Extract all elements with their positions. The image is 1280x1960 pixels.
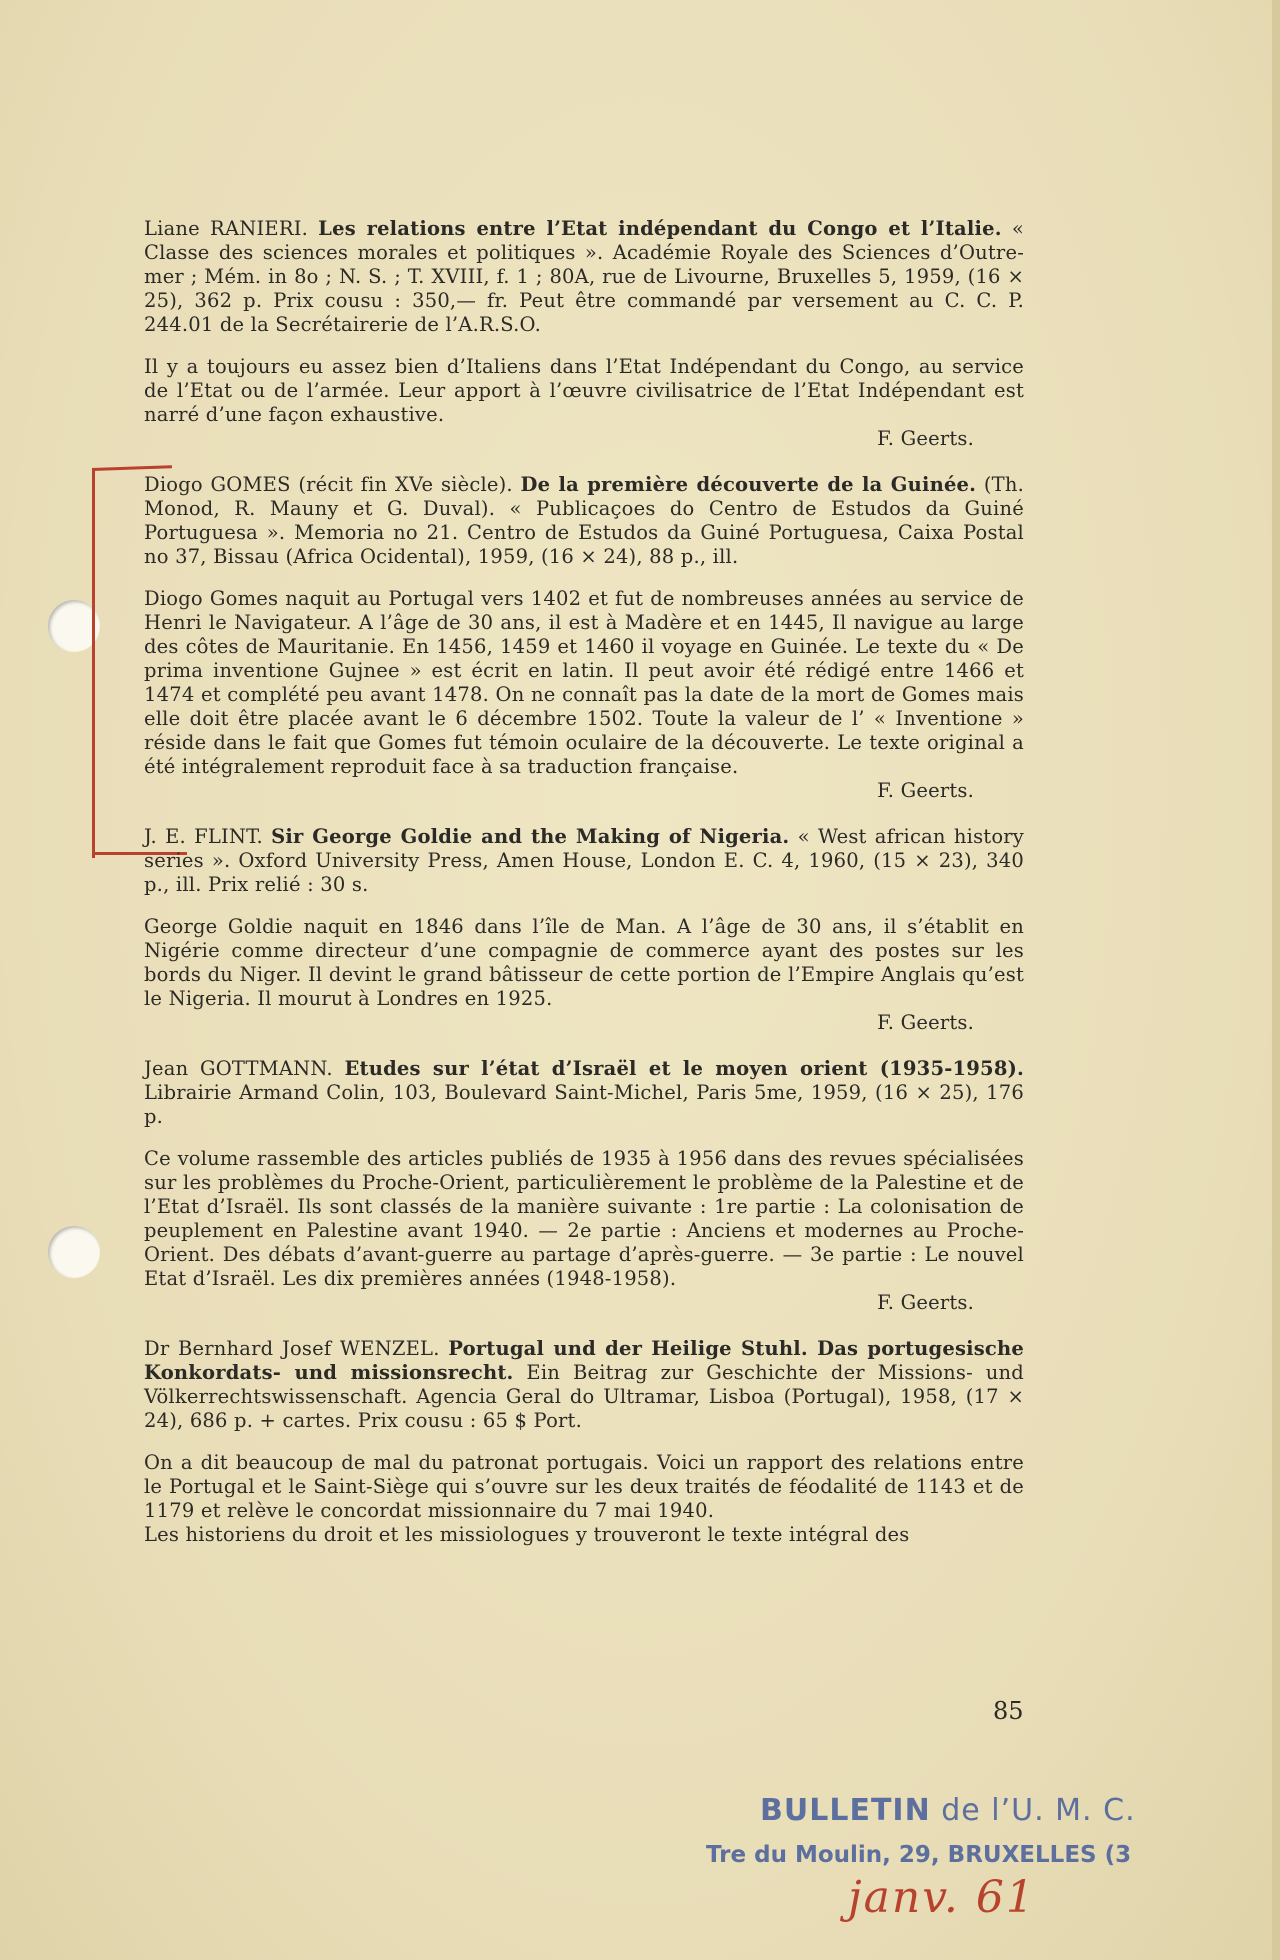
- bibliographic-reference: [144, 825, 1024, 897]
- review-text: Il y a toujours eu assez bien d’Italiens dans l’Etat Indépendant du Congo, au service de l’Etat ou de l’armée. Leur apport à l’œuvre civilisatrice de l’Etat Indépendant est narré d’une façon exhaustive.: [144, 355, 1024, 426]
- review-entry-gottmann: [144, 1057, 1024, 1315]
- author: J. E. FLINT.: [144, 825, 263, 848]
- author-note: (récit fin XVe siècle).: [298, 473, 513, 496]
- author: Jean GOTTMANN.: [144, 1057, 333, 1080]
- stamp-address: Tre du Moulin, 29, BRUXELLES (3: [706, 1842, 1132, 1868]
- review-entry-ranieri: [144, 217, 1024, 451]
- author: Liane RANIERI.: [144, 217, 309, 240]
- review-entry-gomes: [144, 473, 1024, 803]
- review-text-continued: Les historiens du droit et les missiologues y trouveront le texte intégral des: [144, 1523, 910, 1546]
- paper-edge: [1272, 0, 1280, 1960]
- publication-details: « West african history series ». Oxford University Press, Amen House, London E. C. 4, 1960, (15 × 23), 340 p., ill. Prix relié : 30 s.: [144, 825, 1024, 896]
- handwritten-date: janv. 61: [848, 1872, 1036, 1923]
- reviews-column: [144, 217, 1024, 1569]
- red-bracket-vertical: [92, 470, 95, 858]
- reviewer-signature: F. Geerts.: [877, 779, 974, 802]
- reviewer-signature: F. Geerts.: [877, 1011, 974, 1034]
- review-entry-wenzel: [144, 1337, 1024, 1547]
- author: Dr Bernhard Josef WENZEL.: [144, 1337, 440, 1360]
- punch-hole-bottom: [48, 1226, 100, 1278]
- author: Diogo GOMES: [144, 473, 291, 496]
- review-text: George Goldie naquit en 1846 dans l’île de Man. A l’âge de 30 ans, il s’établit en Nigérie comme directeur d’une compagnie de commerce ayant des postes sur les bords du Niger. Il devint le grand bâtisseur de cette portion de l’Empire Anglais qu’est le Nigeria. Il mourut à Londres en 1925.: [144, 915, 1024, 1010]
- review-text: Ce volume rassemble des articles publiés de 1935 à 1956 dans des revues spécialisées sur les problèmes du Proche-Orient, particulièrement le problème de la Palestine et de l’Etat d’Israël. Ils sont classés de la manière suivante : 1re partie : La colonisation de peuplement en Palestine avant 1940. — 2e partie : Anciens et modernes au Proche-Orient. Des débats d’avant-guerre au partage d’après-guerre. — 3e partie : Le nouvel Etat d’Israël. Les dix premières années (1948-1958).: [144, 1147, 1024, 1290]
- page-number: 85: [993, 1697, 1024, 1725]
- publication-details: (Th. Monod, R. Mauny et G. Duval). « Publicaçoes do Centro de Estudos da Guiné Portuguesa ». Memoria no 21. Centro de Estudos da Guiné Portuguesa, Caixa Postal no 37, Bissau (Africa Ocidental), 1959, (16 × 24), 88 p., ill.: [144, 473, 1025, 568]
- stamp-bulletin: BULLETIN: [760, 1793, 931, 1828]
- book-title: Les relations entre l’Etat indépendant du Congo et l’Italie.: [318, 217, 1002, 240]
- reviewer-signature: F. Geerts.: [877, 427, 974, 450]
- bibliographic-reference: [144, 1337, 1024, 1433]
- book-title: Portugal und der Heilige Stuhl. Das portugesische Konkordats- und missionsrecht.: [144, 1337, 1024, 1384]
- review-text: Diogo Gomes naquit au Portugal vers 1402 et fut de nombreuses années au service de Henri le Navigateur. A l’âge de 30 ans, il est à Madère et en 1445, Il navigue au large des côtes de Mauritanie. En 1456, 1459 et 1460 il voyage en Guinée. Le texte du « De prima inventione Gujnee » est écrit en latin. Il peut avoir été rédigé entre 1466 et 1474 et complété peu avant 1478. On ne connaît pas la date de la mort de Gomes mais elle doit être placée avant le 6 décembre 1502. Toute la valeur de l’ « Inventione » réside dans le fait que Gomes fut témoin oculaire de la découverte. Le texte original a été intégralement reproduit face à sa traduction française.: [144, 587, 1024, 778]
- review-text: On a dit beaucoup de mal du patronat portugais. Voici un rapport des relations entre le Portugal et le Saint-Siège qui s’ouvre sur les deux traités de féodalité de 1143 et de 1179 et relève le concordat missionnaire du 7 mai 1940.: [144, 1451, 1024, 1522]
- bibliographic-reference: [144, 473, 1024, 569]
- publication-details: « Classe des sciences morales et politiques ». Académie Royale des Sciences d’Outre-mer ; Mém. in 8o ; N. S. ; T. XVIII, f. 1 ; 80A, rue de Livourne, Bruxelles 5, 1959, (16 × 25), 362 p. Prix cousu : 350,— fr. Peut être commandé par versement au C. C. P. 244.01 de la Secrétairerie de l’A.R.S.O.: [144, 217, 1024, 336]
- book-title: Sir George Goldie and the Making of Nigeria.: [271, 825, 790, 848]
- stamp-line-1: [760, 1793, 1190, 1828]
- reviewer-signature: F. Geerts.: [877, 1291, 974, 1314]
- publication-details: Librairie Armand Colin, 103, Boulevard Saint-Michel, Paris 5me, 1959, (16 × 25), 176 p.: [144, 1081, 1024, 1128]
- publication-details: Ein Beitrag zur Geschichte der Missions- und Völkerrechtswissenschaft. Agencia Geral do Ultramar, Lisboa (Portugal), 1958, (17 × 24), 686 p. + cartes. Prix cousu : 65 $ Port.: [144, 1361, 1024, 1432]
- book-title: De la première découverte de la Guinée.: [520, 473, 977, 496]
- review-entry-flint: [144, 825, 1024, 1035]
- library-stamp: [706, 1793, 1190, 1923]
- bibliographic-reference: [144, 1057, 1024, 1129]
- book-title: Etudes sur l’état d’Israël et le moyen orient (1935-1958).: [344, 1057, 1024, 1080]
- stamp-org: de l’U. M. C.: [941, 1793, 1136, 1828]
- bibliographic-reference: [144, 217, 1024, 337]
